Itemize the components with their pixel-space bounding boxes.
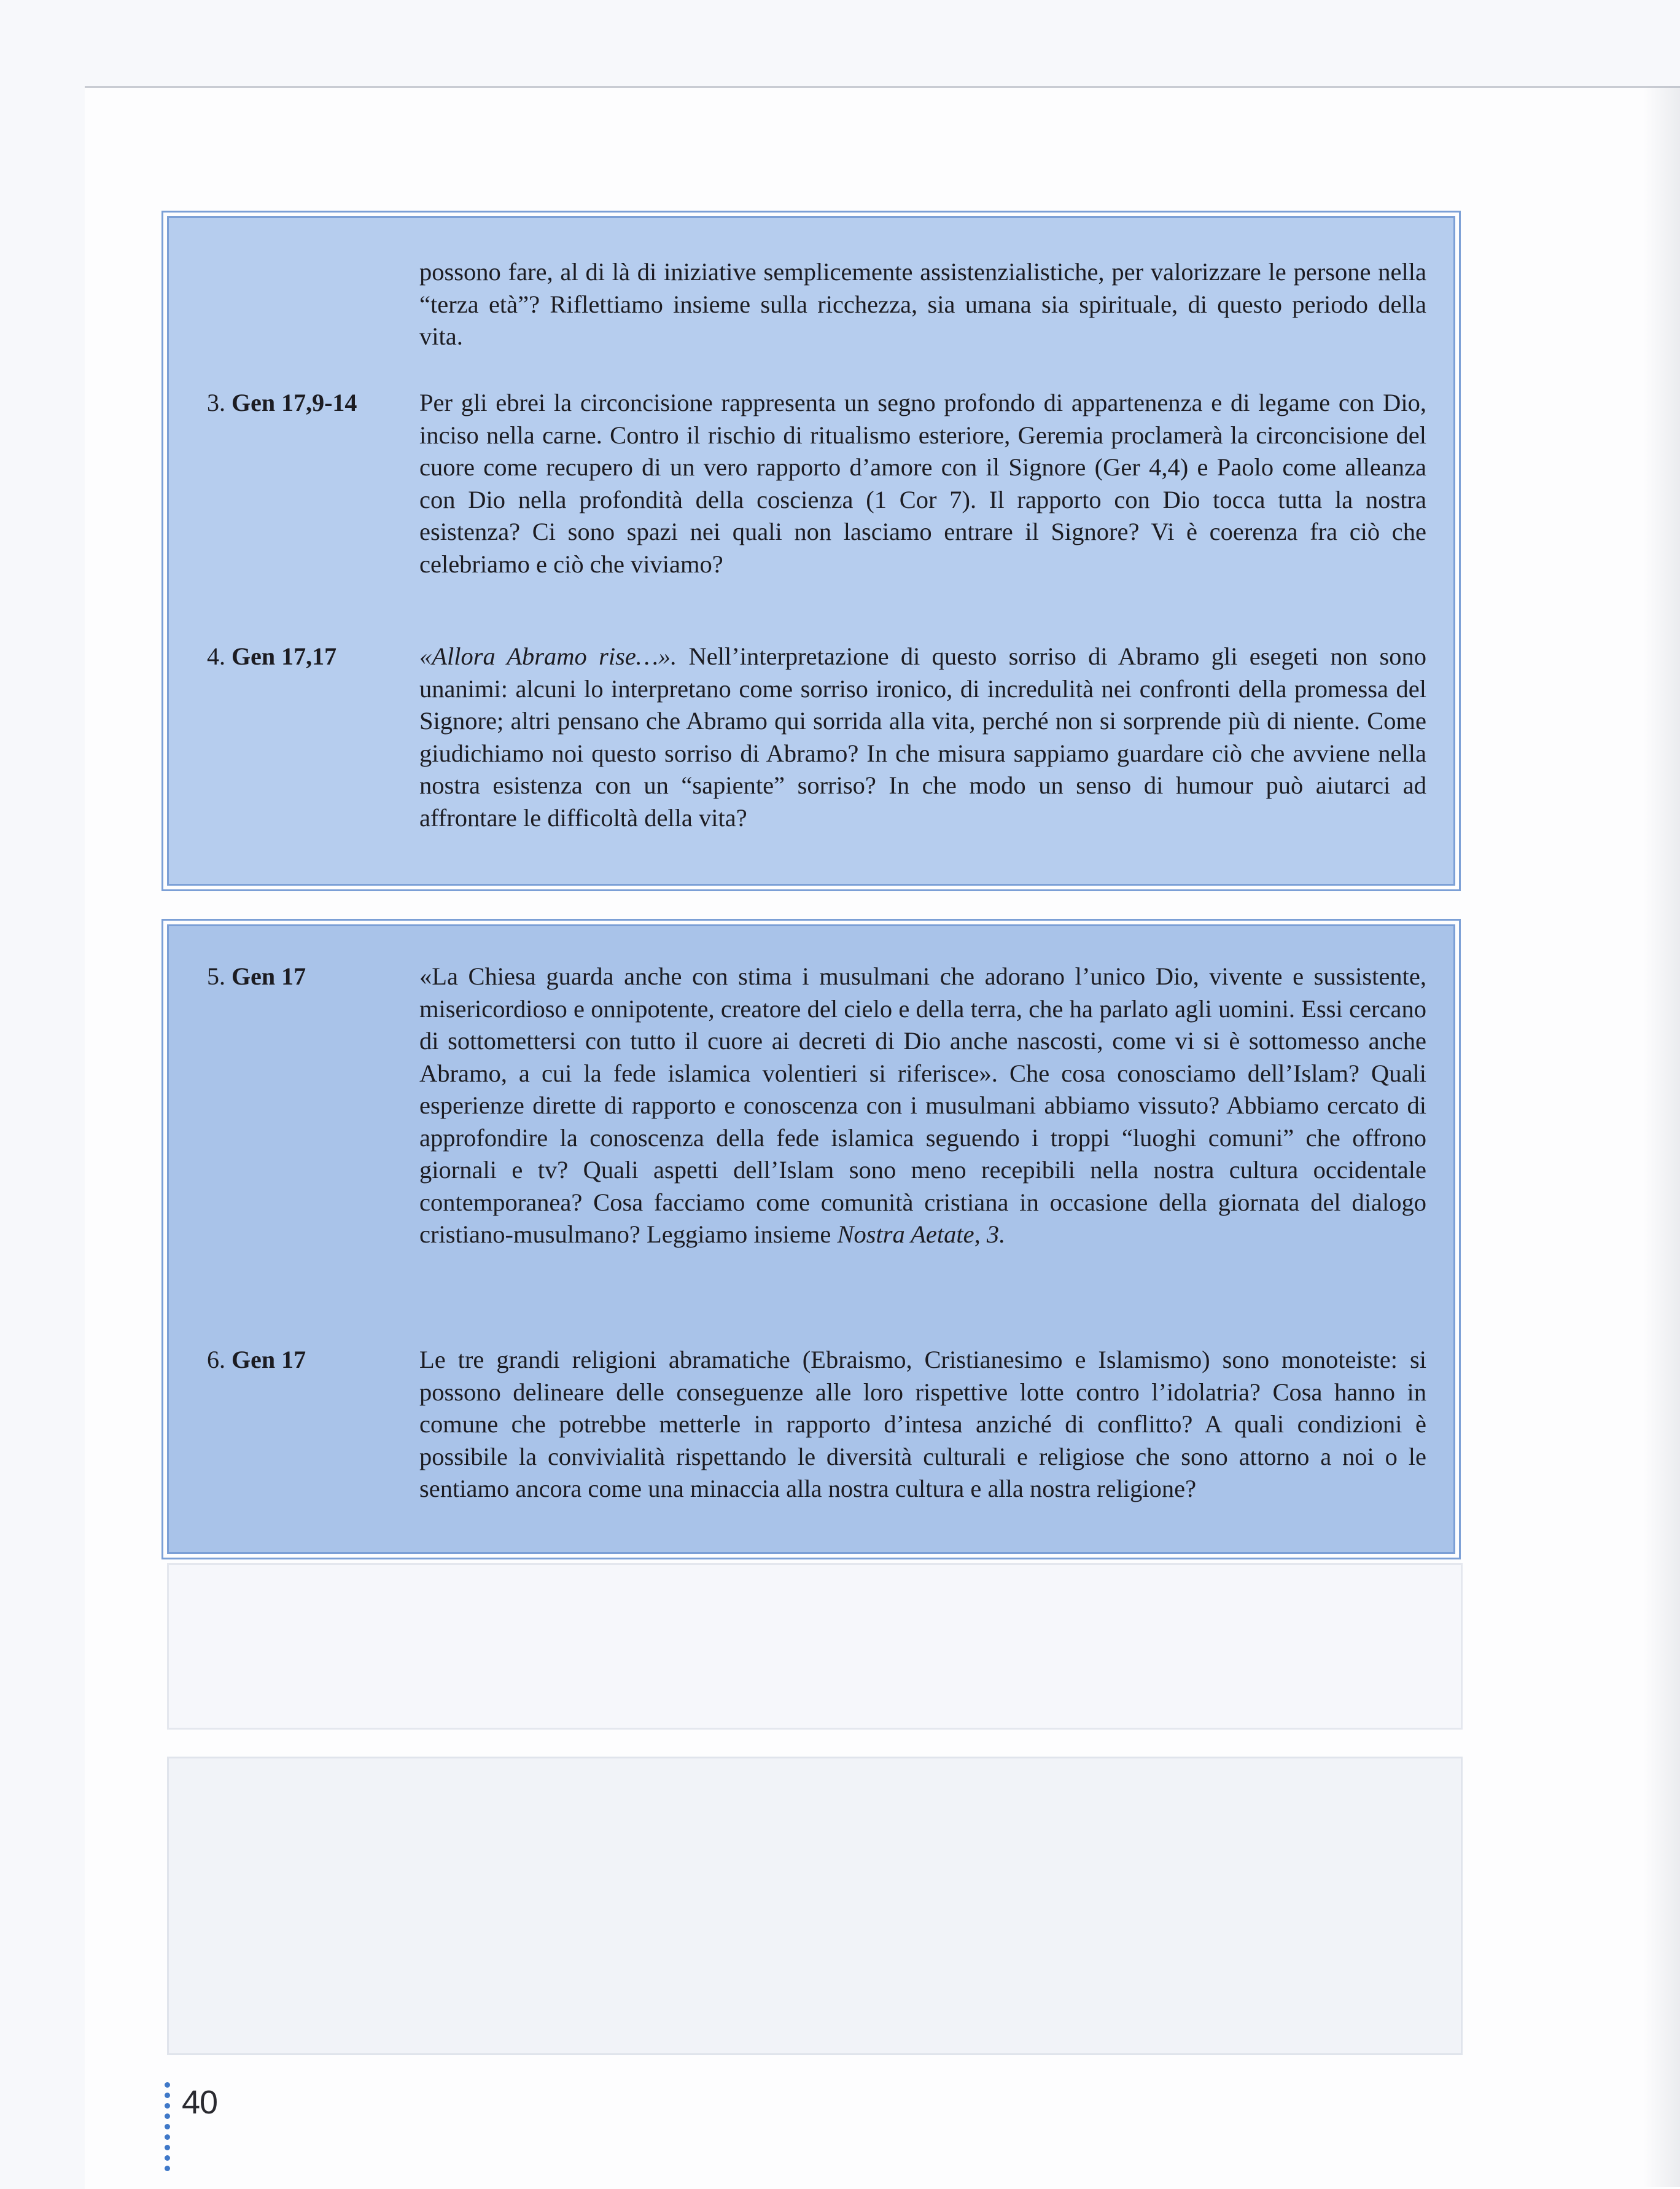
entry-4-body: Nell’interpretazione di questo sorriso di Abramo gli esegeti non sono unanimi: alcuni lo interpretano come sorriso ironico, di incredulità nei confronti della promessa del Signore; altri pensano che Abramo qui sorrida alla vita, perché non si sorprende più di niente. Come giudichiamo noi questo sorriso di Abramo? In che misura sappiamo guardare ciò che avviene nella nostra esistenza con un “sapiente” sorriso? In che modo un senso di humour può aiutarci ad affrontare le difficoltà della vita?: [419, 642, 1426, 832]
reflection-box-1: [167, 216, 1455, 886]
entry-continued-text: possono fare, al di là di iniziative semplicemente assistenzialistiche, per valorizzare le persone nella “terza età”? Riflettiamo insieme sulla ricchezza, sia umana sia spirituale, di questo periodo della vita.: [419, 258, 1426, 350]
abramo-quote: «Allora Abramo rise…».: [419, 642, 677, 670]
bleed-through-box: [167, 1563, 1463, 1730]
entry-4-text: [419, 641, 1426, 834]
entry-5-body: «La Chiesa guarda anche con stima i musulmani che adorano l’unico Dio, vivente e sussistente, misericordioso e onnipotente, creatore del cielo e della terra, che ha parlato agli uomini. Essi cercano di sottomettersi con tutto il cuore ai decreti di Dio anche nascosti, come vi si è sottomesso anche Abramo, a cui la fede islamica volentieri si riferisce». Che cosa conosciamo dell’Islam? Quali esperienze dirette di rapporto e conoscenza con i musulmani abbiamo vissuto? Abbiamo cercato di approfondire la conoscenza della fede islamica seguendo i troppi “luoghi comuni” che offrono giornali e tv? Quali aspetti dell’Islam sono meno recepibili nella nostra cultura occidentale contemporanea? Cosa facciamo come comunità cristiana in occasione della giornata del dialogo cristiano-musulmano? Leggiamo insieme: [419, 962, 1426, 1248]
bible-reference: Gen 17: [231, 1346, 306, 1373]
entry-number: 4.: [207, 642, 225, 670]
entry-3-text: Per gli ebrei la circoncisione rappresenta un segno profondo di appartenenza e di legame con Dio, inciso nella carne. Contro il rischio di ritualismo esteriore, Geremia proclamerà la circoncisione del cuore come recupero di un vero rapporto d’amore con il Signore (Ger 4,4) e Paolo come alleanza con Dio nella profondità della coscienza (1 Cor 7). Il rapporto con Dio tocca tutta la nostra esistenza? Ci sono spazi nei quali non lasciamo entrare il Signore? Vi è coerenza fra ciò che celebriamo e ciò che viviamo?: [419, 389, 1426, 578]
document-citation: Nostra Aetate, 3.: [837, 1220, 1006, 1248]
page-edge-shadow: [1643, 86, 1680, 2187]
entry-4-reference: [207, 641, 391, 673]
entry-6-reference: [207, 1344, 391, 1376]
page-number-dots-icon: [165, 2082, 171, 2176]
bible-reference: Gen 17,17: [231, 642, 337, 670]
entry-number: 3.: [207, 389, 225, 416]
bleed-through-box: [167, 1757, 1463, 2055]
entry-5-text: [419, 961, 1426, 1251]
entry-5-reference: [207, 961, 391, 993]
bible-reference: Gen 17,9-14: [231, 389, 357, 416]
entry-number: 5.: [207, 962, 225, 990]
page-number: 40: [182, 2084, 218, 2121]
reflection-box-2: [167, 924, 1455, 1554]
entry-6-text: Le tre grandi religioni abramatiche (Ebraismo, Cristianesimo e Islamismo) sono monoteiste: si possono delineare delle conseguenze alle loro rispettive lotte contro l’idolatria? Cosa hanno in comune che potrebbe metterle in rapporto d’intesa anziché di conflitto? A quali condizioni è possibile la convivialità rispettando le diversità culturali e religiose che sono attorno a noi o le sentiamo ancora come una minaccia alla nostra cultura e alla nostra religione?: [419, 1346, 1426, 1502]
bible-reference: Gen 17: [231, 962, 306, 990]
entry-number: 6.: [207, 1346, 225, 1373]
entry-3-reference: [207, 387, 391, 419]
